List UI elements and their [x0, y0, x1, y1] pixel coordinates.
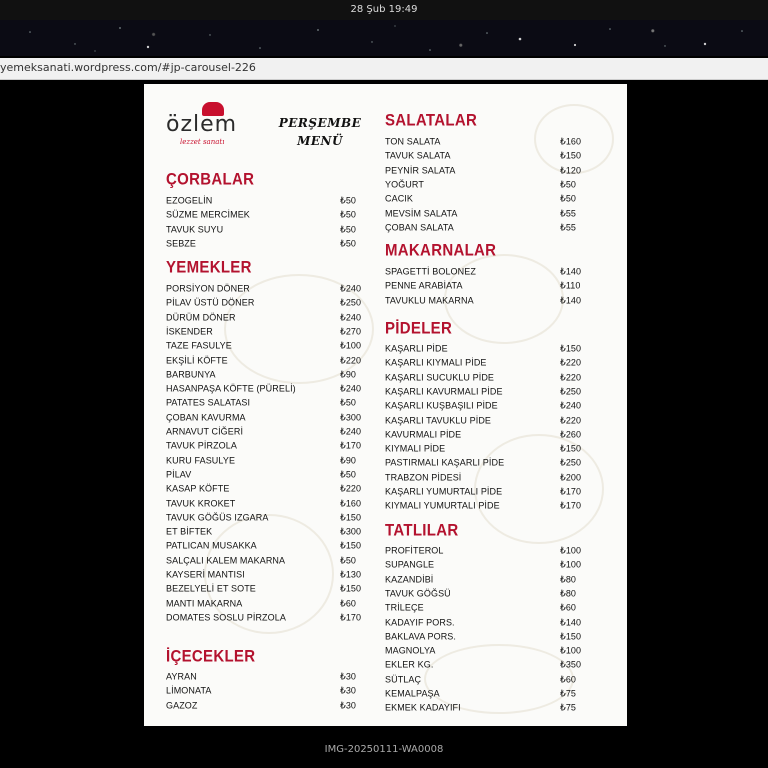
menu-item-name: TRİLEÇE: [385, 602, 424, 613]
menu-item: [385, 341, 585, 356]
menu-item-name: KAŞARLI KIYMALI PİDE: [385, 357, 487, 368]
menu-item: [385, 220, 585, 235]
menu-item: [385, 643, 585, 658]
menu-item: [385, 700, 585, 715]
section-title-salatalar: SALATALAR: [385, 111, 478, 131]
menu-item: [385, 600, 585, 615]
menu-item-price: ₺240: [340, 383, 362, 394]
menu-item: [166, 236, 358, 251]
menu-item: [385, 686, 585, 701]
menu-item: [385, 370, 585, 385]
menu-item: [166, 281, 362, 296]
menu-item-price: ₺30: [340, 671, 357, 682]
menu-item-price: ₺100: [340, 340, 362, 351]
section-title-pideler: PİDELER: [385, 319, 453, 339]
menu-item-price: ₺80: [560, 587, 577, 599]
menu-item-name: SUPANGLE: [385, 559, 435, 570]
menu-item-name: TAVUK SALATA: [385, 150, 451, 161]
section-title-corbalar: ÇORBALAR: [166, 170, 255, 190]
menu-item-name: KAŞARLI TAVUKLU PİDE: [385, 414, 492, 426]
menu-item-name: MAGNOLYA: [385, 645, 436, 656]
menu-item-name: KEMALPAŞA: [385, 688, 440, 699]
menu-item-price: ₺300: [340, 526, 362, 537]
menu-item-price: ₺150: [560, 150, 582, 161]
menu-item: [166, 553, 358, 568]
menu-item: [385, 470, 585, 485]
menu-item-price: ₺300: [340, 411, 362, 423]
menu-item-price: ₺100: [560, 559, 582, 570]
menu-item: [385, 148, 585, 163]
section-title-yemekler: YEMEKLER: [166, 258, 252, 278]
menu-item-name: TAVUK PİRZOLA: [166, 440, 237, 451]
menu-item-price: ₺250: [560, 385, 582, 397]
menu-item: [385, 278, 585, 293]
menu-item-price: ₺50: [340, 468, 357, 480]
menu-item: [166, 438, 362, 453]
menu-item: [166, 698, 358, 713]
menu-item-name: KAVURMALI PİDE: [385, 428, 462, 440]
menu-item-name: PENNE ARABİATA: [385, 280, 463, 291]
menu-item-price: ₺50: [560, 178, 577, 190]
menu-item-name: EKLER KG.: [385, 659, 434, 670]
menu-item-price: ₺55: [560, 207, 577, 219]
menu-item-name: DÜRÜM DÖNER: [166, 311, 236, 323]
menu-item: [385, 427, 585, 442]
menu-item-name: BAKLAVA PORS.: [385, 630, 456, 642]
menu-item-name: DOMATES SOSLU PİRZOLA: [166, 611, 286, 623]
menu-item: [385, 543, 585, 558]
menu-item: [166, 524, 362, 539]
menu-item-name: EZOGELİN: [166, 195, 213, 206]
menu-item-price: ₺160: [560, 136, 582, 147]
menu-item-price: ₺200: [560, 471, 582, 483]
menu-item-price: ₺50: [340, 237, 357, 249]
menu-item: [166, 596, 358, 611]
menu-item: [385, 293, 585, 308]
menu-day-title: [264, 114, 376, 150]
section-title-tatlilar: TATLILAR: [385, 521, 459, 541]
menu-item-price: ₺130: [340, 569, 362, 580]
menu-item-price: ₺170: [340, 440, 362, 451]
menu-item-price: ₺160: [340, 497, 362, 509]
menu-item-name: GAZOZ: [166, 699, 198, 711]
menu-item-name: PROFİTEROL: [385, 545, 444, 556]
menu-item-name: SEBZE: [166, 237, 197, 249]
menu-item-name: TAVUK SUYU: [166, 223, 224, 235]
menu-item-name: TAVUK GÖĞÜS IZGARA: [166, 511, 269, 523]
menu-item-price: ₺150: [340, 511, 362, 523]
system-clock[interactable]: 28 Şub 19:49: [350, 4, 418, 15]
menu-item: [385, 398, 585, 413]
menu-item: [385, 572, 585, 587]
menu-item-name: HASANPAŞA KÖFTE (PÜRELİ): [166, 383, 296, 394]
menu-item: [166, 324, 362, 339]
menu-item-name: EKMEK KADAYIFI: [385, 702, 461, 713]
menu-item: [166, 467, 358, 482]
menu-item-price: ₺75: [560, 688, 577, 699]
address-bar[interactable]: [0, 58, 768, 80]
menu-item: [385, 441, 585, 456]
menu-item: [385, 455, 585, 470]
menu-item-price: ₺30: [340, 699, 357, 711]
menu-item: [385, 586, 585, 601]
menu-item-price: ₺50: [340, 209, 357, 220]
menu-item-price: ₺50: [340, 223, 357, 235]
menu-item-price: ₺170: [560, 486, 582, 497]
menu-item-price: ₺30: [340, 685, 357, 696]
menu-item-price: ₺220: [340, 354, 362, 366]
menu-item: [166, 222, 358, 237]
menu-item: [385, 355, 585, 370]
menu-item-price: ₺150: [340, 540, 362, 551]
menu-item: [166, 207, 358, 222]
menu-item-price: ₺140: [560, 266, 582, 277]
menu-item-name: SÜZME MERCİMEK: [166, 209, 250, 220]
menu-item-price: ₺75: [560, 702, 577, 713]
menu-item-price: ₺240: [340, 311, 362, 323]
menu-item-name: MEVSİM SALATA: [385, 207, 458, 219]
menu-item-name: YOĞURT: [385, 178, 424, 190]
menu-item-price: ₺150: [560, 443, 582, 454]
menu-item-name: ARNAVUT CİĞERİ: [166, 426, 244, 437]
menu-item-price: ₺250: [340, 297, 362, 308]
system-top-bar: [0, 0, 768, 20]
menu-item: [166, 610, 362, 625]
menu-item: [385, 384, 585, 399]
menu-item-price: ₺220: [560, 357, 582, 368]
menu-item: [166, 424, 362, 439]
menu-item-name: SPAGETTİ BOLONEZ: [385, 266, 476, 277]
brand-name: özlem: [166, 112, 238, 137]
menu-image[interactable]: [144, 84, 627, 726]
menu-item: [385, 134, 585, 149]
menu-item-name: KAŞARLI PİDE: [385, 343, 448, 354]
menu-item-name: KAŞARLI YUMURTALI PİDE: [385, 486, 503, 497]
menu-item-price: ₺220: [560, 414, 582, 426]
menu-item-price: ₺50: [340, 397, 357, 408]
menu-item: [166, 338, 362, 353]
menu-item-name: ÇOBAN KAVURMA: [166, 411, 246, 423]
menu-item: [166, 453, 358, 468]
menu-item-price: ₺220: [560, 371, 582, 383]
menu-item-name: PİLAV ÜSTÜ DÖNER: [166, 297, 255, 308]
menu-item: [166, 538, 362, 553]
menu-item-name: PATATES SALATASI: [166, 397, 251, 408]
menu-item-name: AYRAN: [166, 671, 197, 682]
menu-item: [385, 264, 585, 279]
menu-item: [385, 191, 585, 206]
menu-item: [166, 567, 362, 582]
section-title-icecekler: İÇECEKLER: [166, 647, 256, 667]
menu-item: [385, 163, 585, 178]
menu-item: [385, 498, 585, 513]
menu-item: [385, 672, 585, 687]
menu-item: [166, 683, 358, 698]
menu-item: [385, 657, 585, 672]
menu-item-name: BARBUNYA: [166, 368, 216, 380]
menu-item-name: KURU FASULYE: [166, 454, 236, 466]
menu-item-price: ₺80: [560, 573, 577, 585]
menu-item: [166, 353, 362, 368]
menu-item-price: ₺50: [560, 193, 577, 204]
menu-item-price: ₺150: [340, 583, 362, 594]
menu-item-price: ₺240: [560, 400, 582, 411]
menu-item-name: KAŞARLI KUŞBAŞILI PİDE: [385, 400, 498, 411]
menu-item: [166, 481, 362, 496]
menu-item: [385, 615, 585, 630]
menu-item-name: PATLICAN MUSAKKA: [166, 540, 257, 551]
menu-item: [385, 177, 585, 192]
menu-item-price: ₺140: [560, 294, 582, 306]
menu-item-price: ₺150: [560, 630, 582, 642]
menu-item-price: ₺170: [340, 611, 362, 623]
menu-item: [166, 310, 362, 325]
menu-item-price: ₺55: [560, 221, 577, 233]
menu-item: [166, 193, 358, 208]
menu-item: [166, 295, 362, 310]
menu-item-price: ₺240: [340, 283, 362, 294]
menu-item-price: ₺220: [340, 483, 362, 494]
menu-item-price: ₺60: [340, 597, 357, 609]
menu-item-name: SALÇALI KALEM MAKARNA: [166, 554, 286, 566]
menu-item-price: ₺140: [560, 616, 582, 628]
menu-item: [385, 484, 585, 499]
menu-item-name: PEYNİR SALATA: [385, 164, 456, 176]
menu-item-name: TON SALATA: [385, 136, 441, 147]
starfield-background: [0, 20, 768, 56]
menu-item: [166, 496, 362, 511]
brand-tagline: lezzet sanatı: [180, 138, 225, 146]
menu-item-name: TAZE FASULYE: [166, 340, 232, 351]
menu-item-price: ₺120: [560, 164, 582, 176]
menu-item-name: KAŞARLI SUCUKLU PİDE: [385, 371, 495, 383]
menu-item-name: KAŞARLI KAVURMALI PİDE: [385, 385, 503, 397]
image-caption: IMG-20250111-WA0008: [324, 744, 444, 755]
menu-item-price: ₺60: [560, 673, 577, 685]
menu-item-price: ₺90: [340, 454, 357, 466]
menu-item: [385, 413, 585, 428]
menu-day-title-line2: MENÜ: [297, 134, 343, 148]
menu-item: [385, 557, 585, 572]
menu-item-price: ₺90: [340, 368, 357, 380]
menu-item-price: ₺100: [560, 545, 582, 556]
menu-item: [385, 629, 585, 644]
menu-item-price: ₺50: [340, 195, 357, 206]
menu-item: [166, 381, 362, 396]
section-title-makarnalar: MAKARNALAR: [385, 241, 497, 261]
menu-item-price: ₺60: [560, 602, 577, 613]
menu-day-title-line1: PERŞEMBE: [278, 116, 362, 130]
menu-item-name: ÇOBAN SALATA: [385, 221, 454, 233]
menu-item-price: ₺50: [340, 554, 357, 566]
url-text[interactable]: yemeksanati.wordpress.com/#jp-carousel-226: [0, 61, 256, 74]
menu-item: [166, 581, 362, 596]
menu-item-name: PORSİYON DÖNER: [166, 283, 250, 294]
menu-item-price: ₺270: [340, 325, 362, 337]
menu-item-price: ₺110: [560, 280, 581, 291]
menu-item: [166, 510, 362, 525]
menu-item-name: TRABZON PİDESİ: [385, 471, 462, 483]
menu-item-name: TAVUKLU MAKARNA: [385, 294, 474, 306]
menu-item-name: LİMONATA: [166, 685, 212, 696]
menu-item-name: SÜTLAÇ: [385, 673, 422, 685]
menu-item: [166, 367, 358, 382]
menu-item-name: BEZELYELİ ET SOTE: [166, 583, 256, 594]
menu-item-name: KIYMALI PİDE: [385, 443, 446, 454]
menu-item-price: ₺100: [560, 645, 582, 656]
menu-item-price: ₺250: [560, 457, 582, 468]
brand-logo: [166, 102, 256, 146]
menu-item-name: CACIK: [385, 193, 414, 204]
menu-item-name: KASAP KÖFTE: [166, 483, 230, 494]
menu-item: [385, 206, 585, 221]
menu-item-name: KIYMALI YUMURTALI PİDE: [385, 500, 500, 511]
menu-item: [166, 395, 358, 410]
menu-item-name: MANTI MAKARNA: [166, 597, 243, 609]
menu-item-name: ET BİFTEK: [166, 526, 213, 537]
menu-item-name: TAVUK GÖĞSÜ: [385, 587, 451, 599]
menu-item-price: ₺350: [560, 659, 582, 670]
menu-item-name: TAVUK KROKET: [166, 497, 236, 509]
menu-item-price: ₺170: [560, 500, 582, 511]
menu-item-price: ₺240: [340, 426, 362, 437]
menu-item-name: KAYSERİ MANTISI: [166, 569, 245, 580]
menu-item-name: PASTIRMALI KAŞARLI PİDE: [385, 457, 505, 468]
menu-item-name: EKŞİLİ KÖFTE: [166, 354, 228, 366]
menu-item: [166, 410, 362, 425]
menu-item-name: KADAYIF PORS.: [385, 616, 455, 628]
menu-item-name: İSKENDER: [166, 325, 213, 337]
menu-item-name: PİLAV: [166, 468, 192, 480]
menu-item-price: ₺260: [560, 428, 582, 440]
menu-item-price: ₺150: [560, 343, 582, 354]
menu-item: [166, 669, 358, 684]
menu-item-name: KAZANDİBİ: [385, 573, 434, 585]
